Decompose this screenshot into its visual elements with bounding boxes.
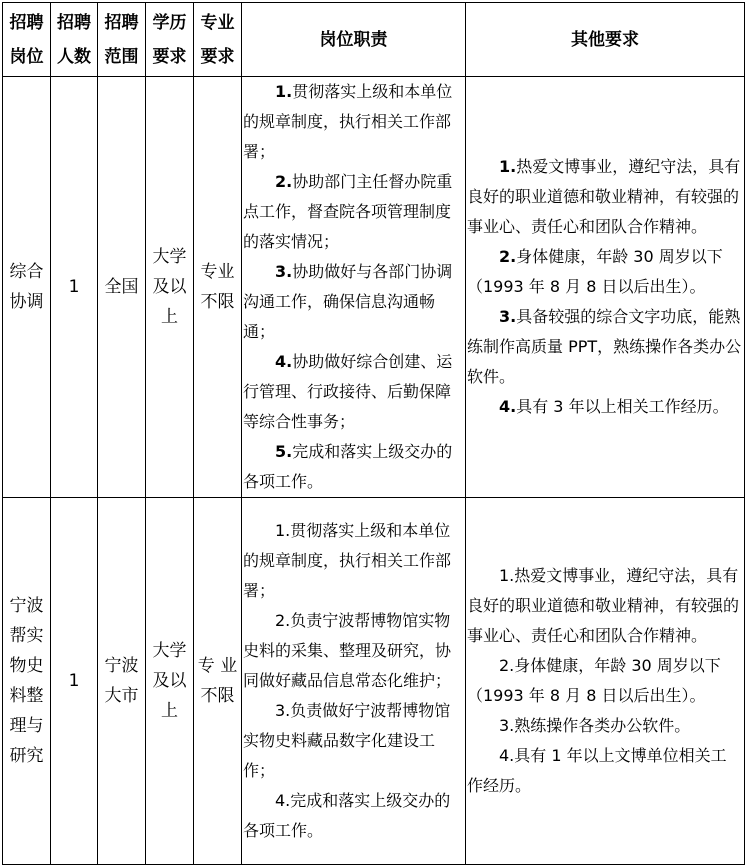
header-education: 学历 要求 bbox=[146, 3, 194, 77]
position-cell: 综合 协调 bbox=[3, 77, 51, 498]
requirement-item: 1.热爱文博事业，遵纪守法，具有良好的职业道德和敬业精神，有较强的事业心、责任心和团队合作精神。 bbox=[467, 157, 741, 236]
header-other: 其他要求 bbox=[466, 3, 745, 77]
duty-item: 4.协助做好综合创建、运行管理、行政接待、后勤保障等综合性事务； bbox=[243, 352, 453, 431]
count-cell: 1 bbox=[51, 77, 98, 498]
table-row bbox=[3, 498, 745, 865]
requirement-item: 4.具有 3 年以上相关工作经历。 bbox=[499, 397, 729, 416]
duty-item: 2.负责宁波帮博物馆实物史料的采集、整理及研究，协同做好藏品信息常态化维护； bbox=[243, 611, 452, 690]
education-cell: 大学 及以 上 bbox=[146, 498, 194, 865]
table-row bbox=[3, 77, 745, 498]
count-cell: 1 bbox=[51, 498, 98, 865]
recruitment-table bbox=[2, 2, 745, 865]
requirement-item: 2.身体健康，年龄 30 周岁以下（1993 年 8 月 8 日以后出生）。 bbox=[467, 656, 721, 705]
duty-item: 2.协助部门主任督办院重点工作，督查院各项管理制度的落实情况； bbox=[243, 172, 453, 251]
requirement-item: 1.热爱文博事业，遵纪守法，具有良好的职业道德和敬业精神，有较强的事业心、责任心和团队合作精神。 bbox=[467, 566, 740, 645]
duty-item: 4.完成和落实上级交办的各项工作。 bbox=[243, 791, 451, 840]
requirement-item: 3.具备较强的综合文字功底，能熟练制作高质量 PPT，熟练操作各类办公软件。 bbox=[467, 307, 742, 386]
duties-cell bbox=[242, 77, 466, 498]
requirement-item: 4.具有 1 年以上文博单位相关工作经历。 bbox=[467, 746, 727, 795]
duty-item: 1.贯彻落实上级和本单位的规章制度，执行相关工作部署； bbox=[243, 82, 453, 161]
header-count: 招聘 人数 bbox=[51, 3, 98, 77]
scope-cell: 全国 bbox=[98, 77, 146, 498]
header-position: 招聘 岗位 bbox=[3, 3, 51, 77]
requirements-cell bbox=[466, 498, 745, 865]
position-cell: 宁波 帮实 物史 料整 理与 研究 bbox=[3, 498, 51, 865]
header-duties: 岗位职责 bbox=[242, 3, 466, 77]
major-cell: 专 业 不限 bbox=[194, 498, 242, 865]
duties-cell bbox=[242, 498, 466, 865]
requirement-item: 3.熟练操作各类办公软件。 bbox=[499, 716, 691, 735]
requirements-cell bbox=[466, 77, 745, 498]
duty-item: 3.负责做好宁波帮博物馆实物史料藏品数字化建设工作； bbox=[243, 701, 451, 780]
major-cell: 专业 不限 bbox=[194, 77, 242, 498]
duty-item: 1.贯彻落实上级和本单位的规章制度，执行相关工作部署； bbox=[243, 521, 452, 600]
header-row bbox=[3, 3, 745, 77]
requirement-item: 2.身体健康，年龄 30 周岁以下（1993 年 8 月 8 日以后出生）。 bbox=[467, 247, 723, 296]
header-major: 专业 要求 bbox=[194, 3, 242, 77]
scope-cell: 宁波 大市 bbox=[98, 498, 146, 865]
header-scope: 招聘 范围 bbox=[98, 3, 146, 77]
duty-item: 5.完成和落实上级交办的各项工作。 bbox=[243, 442, 453, 491]
duty-item: 3.协助做好与各部门协调沟通工作，确保信息沟通畅通； bbox=[243, 262, 453, 341]
education-cell: 大学 及以 上 bbox=[146, 77, 194, 498]
